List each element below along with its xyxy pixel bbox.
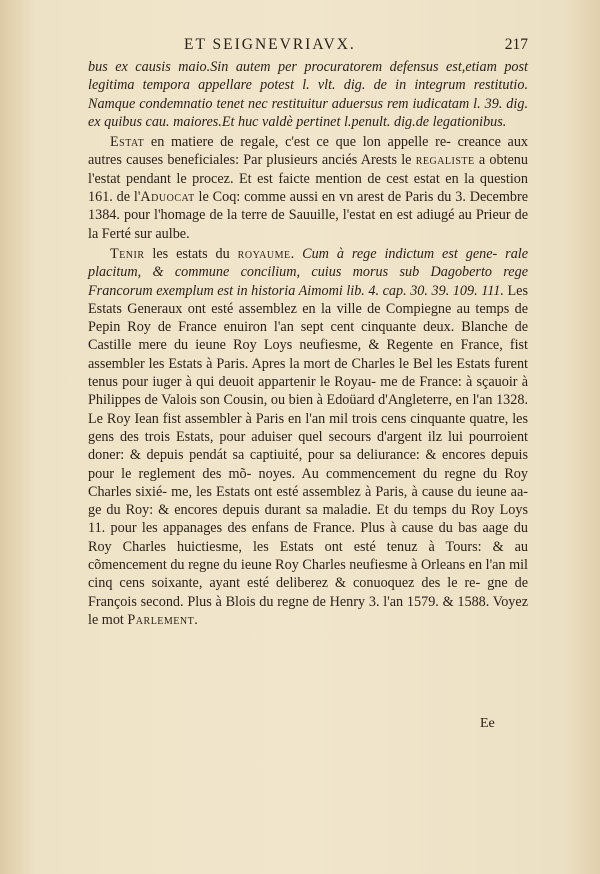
text-segment: fist assembler à Paris en l'an mil trois cens cinquante quatre, (162, 410, 509, 427)
text-segment: Prieur de la Ferté sur aulbe. (88, 207, 529, 242)
text-segment: Coq: comme aussi en vn arest de Paris du 3. Decembre 1384. (88, 189, 529, 224)
text-segment: royaume (237, 245, 291, 262)
paragraph-estat (88, 133, 528, 243)
running-title: ET SEIGNEVRIAVX. (184, 36, 356, 53)
text-segment: legitima tempora appellare potest l. vlt. dig. de in integrum restitutio. (88, 77, 528, 94)
text-segment: creance aux autres causes beneficiales: Par plusieurs anciés (88, 134, 529, 169)
text-segment: en matiere de regale, c'est ce que lon appelle re- (144, 134, 451, 151)
text-segment: Aduocat (140, 189, 195, 206)
text-segment: regaliste (415, 152, 475, 169)
text-segment: 39. dig. ex quibus cau. maiores.Et huc valdè pertinet l.penult. dig.de (88, 95, 528, 130)
folio-number: 217 (504, 36, 528, 53)
latin-paragraph (88, 58, 528, 131)
text-segment: legationibus. (432, 113, 507, 130)
text-segment: sept cent cinquante deux. Blanche de Castille mere du ieune (88, 319, 529, 354)
text-segment: . (194, 611, 198, 628)
text-segment: l'an 1579. & 1588. Voyez le mot (88, 593, 528, 628)
text-segment: a obtenu l'estat pendant le procez. Et est (88, 152, 528, 187)
text-segment: Tenir (110, 245, 145, 262)
text-segment: Estats ont esté tenuz à Tours: & au cõmencement du regne (88, 538, 528, 574)
text-segment: le (194, 189, 209, 206)
text-segment: furent tenus pour iuger à qui deuoit appartenir le Royau- (88, 355, 529, 391)
text-segment: les gens des trois Estats, pour aduiser quel secours d'argent (88, 410, 528, 445)
text-segment: les estats du (144, 245, 238, 262)
text-segment: me, les Estats ont esté assemblez à Paris, à cause du ieune aa- (171, 483, 529, 500)
text-segment: Estat (110, 134, 145, 151)
text-segment: Parlement (127, 611, 195, 628)
text-segment: ge du Roy: & encores depuis durant sa maladie. Et du temps (88, 502, 447, 519)
text-segment: Plus à cause du bas aage du Roy Charles huictiesme, les (88, 520, 528, 555)
text-segment: Les Estats Generaux ont esté assemblez en la ville de (88, 282, 528, 317)
text-segment: Roy Loys neufiesme, & Regente en France, fist assembler (88, 337, 528, 372)
text-segment: cens soixante, ayant esté deliberez & conuoquez des le re- (119, 575, 481, 592)
text-segment: me de France: à sçauoir à Philippes de Valois son Cousin, (88, 374, 528, 409)
text-segment: bus ex causis maio.Sin autem per procuratorem defensus est,etiam post (88, 59, 528, 75)
text-segment: rale placitum, & commune concilium, cuius morus sub Dagoberto rege (88, 245, 529, 281)
text-segment: du ieune Roy Charles neufiesme à Orleans en l'an mil cinq (88, 557, 528, 592)
text-segment: noyes. Au commencement du regne du Roy Charles sixié- (88, 465, 528, 500)
text-segment: Arests le (360, 152, 416, 169)
body-text (88, 58, 528, 629)
text-segment: les Estats à Paris. Apres la mort de Charles le Bel les Estats (148, 355, 491, 372)
text-segment: gne de François second. Plus à Blois du regne de Henry 3. (88, 575, 529, 610)
text-segment: Francorum exemplum est in historia Aimomi lib. 4. cap. 30. 39. 109. (88, 282, 478, 299)
catchword: Ee (480, 716, 495, 731)
text-segment: pour l'homage de la terre de Sauuille, l'estat en est adiugé au (123, 207, 472, 224)
text-segment: faicte mention de cest estat en la question 161. de l' (88, 170, 528, 206)
text-segment: Compiegne au temps de Pepin Roy de France enuiron l'an (88, 300, 529, 336)
text-segment: du Roy Loys 11. pour les appanages des enfans de France. (88, 502, 528, 537)
text-segment: Namque condemnatio tenet nec restituitur aduersus rem iudicatam l. (88, 95, 481, 112)
paragraph-tenir-les-estats (88, 245, 528, 629)
text-segment: sa deliurance: & encores depuis pour le reglement des mõ- (88, 447, 529, 482)
text-segment: ou bien à Edoüard d'Angleterre, en l'an 1328. Le Roy Iean (88, 392, 529, 427)
text-segment: Cum à rege indictum est gene- (302, 245, 498, 262)
text-segment: . (290, 245, 303, 262)
text-segment: 111. (481, 282, 504, 299)
text-segment: ilz lui pourroient doner: & depuis pendát sa captiuité, pour (88, 428, 528, 464)
